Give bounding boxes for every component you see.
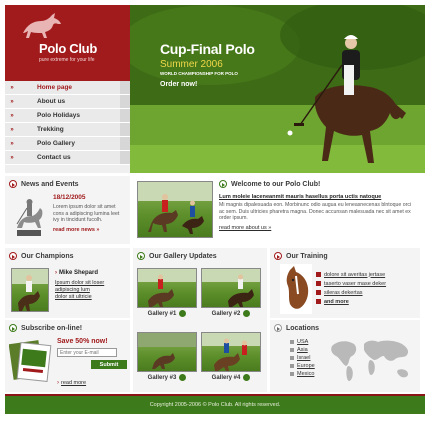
gallery-arrow-icon[interactable]	[179, 374, 186, 381]
location-label: Asia	[297, 347, 308, 353]
nav-item-contact[interactable]	[5, 151, 130, 165]
welcome-photo	[137, 181, 213, 238]
champion-name	[55, 270, 125, 276]
champions-heading-label: Our Champions	[21, 252, 74, 260]
gallery-label	[201, 310, 261, 317]
hero-caption: WORLD CHAMPIONSHIP FOR POLO	[160, 71, 238, 76]
gallery-panel	[133, 248, 267, 392]
arrow-icon	[219, 180, 227, 188]
bullet-icon	[290, 340, 294, 344]
nav-label: Polo Gallery	[37, 140, 75, 147]
training-link[interactable]	[316, 288, 416, 297]
double-chevron-icon: »	[10, 126, 14, 133]
bullet-icon	[290, 372, 294, 376]
arrow-icon	[9, 252, 17, 260]
gallery-arrow-icon[interactable]	[179, 310, 186, 317]
champion-name-label: Mike Shepard	[59, 270, 99, 276]
training-link-label: sileras dekertas	[324, 289, 363, 296]
subscribe-heading	[9, 324, 126, 332]
gallery-heading	[137, 252, 263, 260]
location-label: Mexico	[297, 371, 315, 377]
double-chevron-icon: »	[10, 112, 14, 119]
news-text: Lorem ipsum dolor sit amet cons a adipiscing lumina leet ivy in tincidunt fucolh.	[53, 204, 120, 223]
gallery-arrow-icon[interactable]	[243, 310, 250, 317]
nav-label: Home page	[37, 84, 73, 91]
bullet-icon	[316, 272, 321, 277]
subscribe-heading-label: Subscribe on-line!	[21, 324, 83, 332]
training-heading-label: Our Training	[286, 252, 328, 260]
news-more-link[interactable]: read more news »	[53, 226, 100, 233]
double-chevron-icon: »	[10, 84, 14, 91]
nav-label: About us	[37, 98, 66, 105]
nav-item-holidays[interactable]	[5, 109, 130, 123]
gallery-item[interactable]	[201, 332, 261, 381]
subscribe-panel	[5, 320, 130, 392]
magazine-cover-icon	[9, 338, 53, 382]
bullet-icon	[290, 364, 294, 368]
gallery-arrow-icon[interactable]	[243, 374, 250, 381]
gallery-label-text: Gallery #4	[211, 374, 241, 381]
location-label: Europe	[297, 363, 315, 369]
location-link[interactable]	[290, 354, 315, 362]
footer	[5, 396, 425, 414]
champion-link[interactable]: dolor sit ultricie	[55, 294, 92, 300]
news-date: 18/12/2005	[53, 194, 86, 201]
header	[5, 5, 425, 173]
nav-strip	[120, 81, 130, 94]
nav-item-about[interactable]	[5, 95, 130, 109]
hero-title: Cup-Final Polo	[160, 41, 255, 57]
hero-subtitle: Summer 2006	[160, 59, 223, 70]
horse-head-photo	[280, 264, 312, 314]
gallery-thumb[interactable]	[201, 268, 261, 308]
gallery-item[interactable]	[137, 268, 197, 317]
training-link-label: dolore sit averitas jertase	[324, 271, 386, 278]
welcome-panel	[133, 176, 420, 244]
news-heading	[9, 180, 126, 188]
location-link[interactable]	[290, 362, 315, 370]
gallery-label	[137, 374, 197, 381]
subscribe-more[interactable]	[57, 380, 86, 386]
brand-title: Polo Club	[39, 41, 97, 56]
arrow-icon	[274, 324, 282, 332]
champion-link[interactable]: Ipsum dolor sit loser	[55, 280, 105, 286]
welcome-heading-label: Welcome to our Polo Club!	[231, 180, 321, 188]
nav-strip	[120, 137, 130, 150]
gallery-item[interactable]	[201, 268, 261, 317]
promo-text: Save 50% now!	[57, 338, 108, 345]
nav-item-trekking[interactable]	[5, 123, 130, 137]
email-input[interactable]	[57, 348, 117, 357]
polo-statue-icon	[11, 194, 47, 238]
bullet-icon	[290, 348, 294, 352]
welcome-more-link[interactable]: read more about us »	[219, 224, 272, 231]
location-link[interactable]	[290, 370, 315, 378]
training-link-label: and more	[324, 298, 349, 305]
training-link[interactable]	[316, 270, 416, 279]
copyright-text: Copyright 2005-2006 © Polo Club. All rights reserved.	[149, 402, 281, 408]
gallery-label-text: Gallery #3	[147, 374, 177, 381]
location-label: Israel	[297, 355, 311, 361]
training-link[interactable]	[316, 279, 416, 288]
arrow-icon	[9, 324, 17, 332]
chevron-right-icon: ›	[55, 270, 57, 276]
double-chevron-icon: »	[10, 154, 14, 161]
double-chevron-icon: »	[10, 140, 14, 147]
welcome-heading	[219, 180, 417, 188]
locations-heading-label: Locations	[286, 324, 320, 332]
locations-heading	[274, 324, 416, 332]
polo-player-photo	[130, 5, 425, 173]
gallery-label-text: Gallery #2	[211, 310, 241, 317]
gallery-label	[201, 374, 261, 381]
bullet-icon	[316, 299, 321, 304]
champions-heading	[9, 252, 126, 260]
news-heading-label: News and Events	[21, 180, 79, 188]
nav-label: Contact us	[37, 154, 71, 161]
chevron-right-icon: ›	[57, 380, 59, 386]
world-map-icon	[328, 334, 416, 386]
champion-photo	[11, 268, 49, 312]
nav-strip	[120, 95, 130, 108]
brand-slogan: pure extreme for your life	[39, 57, 95, 63]
champion-link[interactable]: adipiscing lum	[55, 287, 90, 293]
nav-label: Polo Holidays	[37, 112, 80, 119]
read-more-link[interactable]: read more	[61, 380, 87, 386]
gallery-label	[137, 310, 197, 317]
bullet-icon	[316, 290, 321, 295]
welcome-lead[interactable]: Lum moleie laceneanmit mauris hasellus porta uctis natoque	[219, 194, 382, 200]
nav-strip	[120, 109, 130, 122]
nav-item-gallery[interactable]	[5, 137, 130, 151]
submit-button[interactable]: Submit	[91, 360, 127, 369]
gallery-heading-label: Our Gallery Updates	[149, 252, 217, 260]
training-link-label: taserto vaser mase deker	[324, 280, 387, 287]
hero-banner	[130, 5, 425, 173]
nav-item-home[interactable]	[5, 81, 130, 95]
training-panel	[270, 248, 420, 318]
arrow-icon	[274, 252, 282, 260]
location-label: USA	[297, 339, 309, 345]
gallery-item[interactable]	[137, 332, 197, 381]
location-link[interactable]	[290, 338, 315, 346]
bullet-icon	[316, 281, 321, 286]
nav-strip	[120, 151, 130, 164]
horse-logo-icon	[17, 11, 67, 39]
location-link[interactable]	[290, 346, 315, 354]
news-panel	[5, 176, 130, 244]
welcome-text: Mi magnis dipalesuada eon. Morbinunc odio augua eu leneasnecenas blntoque orci ac sem. Duis ultricies pharetra magna. Donec accunsan malesuada nec sit amet ex order ipsum.	[219, 202, 412, 221]
nav-label: Trekking	[37, 126, 64, 133]
gallery-label-text: Gallery #1	[147, 310, 177, 317]
main-nav	[5, 81, 130, 173]
gallery-thumb[interactable]	[137, 332, 197, 372]
champions-panel	[5, 248, 130, 318]
bullet-icon	[290, 356, 294, 360]
arrow-icon	[9, 180, 17, 188]
double-chevron-icon: »	[10, 98, 14, 105]
gallery-thumb[interactable]	[137, 268, 197, 308]
logo-box[interactable]	[5, 5, 130, 81]
training-link[interactable]	[316, 297, 416, 306]
arrow-icon	[137, 252, 145, 260]
nav-strip	[120, 123, 130, 136]
order-now-link[interactable]: Order now!	[160, 81, 198, 88]
locations-panel	[270, 320, 420, 392]
gallery-thumb[interactable]	[201, 332, 261, 372]
training-heading	[274, 252, 416, 260]
